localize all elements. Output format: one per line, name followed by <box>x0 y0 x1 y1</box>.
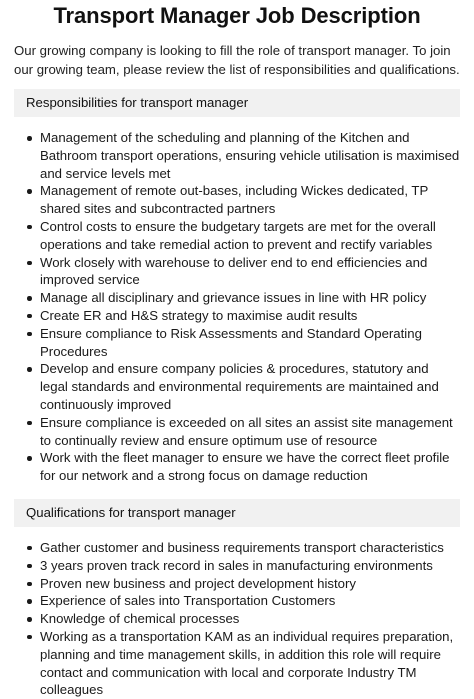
intro-paragraph: Our growing company is looking to fill the role of transport manager. To join our growing team, please review the list of responsibilities and qualifications. <box>14 43 460 77</box>
list-item: Control costs to ensure the budgetary targets are met for the overall operations and take remedial action to prevent and rectify variables <box>14 218 460 254</box>
list-item: Working as a transportation KAM as an individual requires preparation, planning and time management skills, in addition this role will require contact and communication with local and corporate Industry TM colleagues <box>14 628 460 699</box>
qualifications-list <box>14 539 460 699</box>
list-item: Develop and ensure company policies & procedures, statutory and legal standards and environmental requirements are maintained and continuously improved <box>14 360 460 413</box>
list-item: Management of remote out-bases, including Wickes dedicated, TP shared sites and subcontracted partners <box>14 182 460 218</box>
responsibilities-heading: Responsibilities for transport manager <box>14 89 460 117</box>
list-item: Work with the fleet manager to ensure we have the correct fleet profile for our network and a strong focus on damage reduction <box>14 449 460 485</box>
list-item: Ensure compliance is exceeded on all sites an assist site management to continually review and ensure optimum use of resource <box>14 414 460 450</box>
list-item: Experience of sales into Transportation Customers <box>14 592 460 610</box>
list-item: Ensure compliance to Risk Assessments and Standard Operating Procedures <box>14 325 460 361</box>
list-item: 3 years proven track record in sales in manufacturing environments <box>14 557 460 575</box>
list-item: Work closely with warehouse to deliver end to end efficiencies and improved service <box>14 254 460 290</box>
list-item: Manage all disciplinary and grievance issues in line with HR policy <box>14 289 460 307</box>
qualifications-heading: Qualifications for transport manager <box>14 499 460 527</box>
list-item: Proven new business and project development history <box>14 575 460 593</box>
list-item: Gather customer and business requirements transport characteristics <box>14 539 460 557</box>
page-title: Transport Manager Job Description <box>53 3 421 28</box>
list-item: Create ER and H&S strategy to maximise audit results <box>14 307 460 325</box>
list-item: Management of the scheduling and planning of the Kitchen and Bathroom transport operations, ensuring vehicle utilisation is maximised and service levels met <box>14 129 460 182</box>
list-item: Knowledge of chemical processes <box>14 610 460 628</box>
responsibilities-list <box>14 129 460 485</box>
